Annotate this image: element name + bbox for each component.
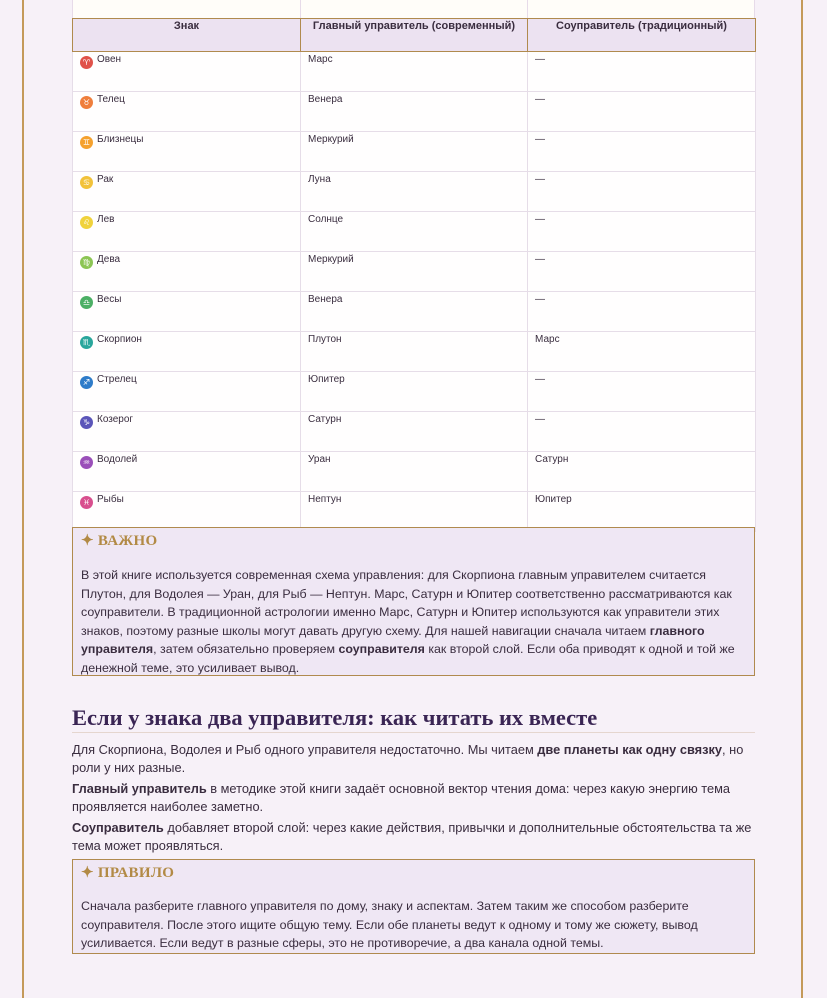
important-title: ✦ ВАЖНО bbox=[81, 533, 158, 549]
sign-rulers-table bbox=[72, 18, 756, 532]
zodiac-sign-icon: ♋ bbox=[80, 176, 93, 189]
sign-cell bbox=[73, 52, 301, 92]
main-ruler-cell: Меркурий bbox=[301, 132, 528, 172]
main-ruler-cell: Марс bbox=[301, 52, 528, 92]
sign-name: Козерог bbox=[97, 414, 134, 425]
important-callout bbox=[72, 527, 755, 676]
coruler-cell: Юпитер bbox=[528, 492, 756, 532]
table-body bbox=[73, 52, 756, 532]
main-ruler-cell: Юпитер bbox=[301, 372, 528, 412]
coruler-cell: — bbox=[528, 412, 756, 452]
rule-callout bbox=[72, 859, 755, 954]
sign-name: Весы bbox=[97, 294, 122, 305]
coruler-cell: — bbox=[528, 372, 756, 412]
sign-name: Дева bbox=[97, 254, 121, 265]
emphasis-text: главного управителя bbox=[81, 623, 705, 656]
table-row bbox=[73, 92, 756, 132]
table-row bbox=[73, 252, 756, 292]
table-row bbox=[73, 492, 756, 532]
table-row bbox=[73, 212, 756, 252]
zodiac-sign-icon: ♑ bbox=[80, 416, 93, 429]
important-body: В этой книге используется современная схема управления: для Скорпиона главным управителем считается Плутон, для Водолея — Уран, для Рыб — Нептун. Марс, Сатурн и Юпитер соответственно рассматриваются как соуправители. В традиционной астрологии именно Марс, Сатурн и Юпитер используются как управители этих знаков, поэтому разные школы могут давать другую схему. Для нашей навигации сначала читаем главного управителя, затем обязательно проверяем соуправителя как второй слой. Если оба приводят к одной и той же денежной теме, это усиливает вывод. bbox=[81, 568, 735, 675]
sign-name: Стрелец bbox=[97, 374, 137, 385]
table-row bbox=[73, 172, 756, 212]
coruler-cell: — bbox=[528, 292, 756, 332]
paragraph-coruler: Соуправитель добавляет второй слой: через какие действия, привычки и дополнительные обстоятельства та же тема может проявляться. bbox=[72, 820, 752, 853]
coruler-cell: Сатурн bbox=[528, 452, 756, 492]
coruler-cell: — bbox=[528, 92, 756, 132]
sign-cell bbox=[73, 372, 301, 412]
main-ruler-cell: Солнце bbox=[301, 212, 528, 252]
sign-cell bbox=[73, 292, 301, 332]
sign-cell bbox=[73, 172, 301, 212]
sign-name: Рыбы bbox=[97, 494, 124, 505]
sign-name: Овен bbox=[97, 54, 122, 65]
header-coruler: Соуправитель (традиционный) bbox=[528, 19, 756, 52]
main-ruler-cell: Венера bbox=[301, 92, 528, 132]
zodiac-sign-icon: ♌ bbox=[80, 216, 93, 229]
table-row bbox=[73, 132, 756, 172]
emphasis-text: Главный управитель bbox=[72, 781, 207, 796]
sign-cell bbox=[73, 92, 301, 132]
header-main-ruler: Главный управитель (современный) bbox=[301, 19, 528, 52]
sign-cell bbox=[73, 212, 301, 252]
sign-name: Водолей bbox=[97, 454, 138, 465]
previous-table-fragment bbox=[72, 0, 755, 18]
zodiac-sign-icon: ♎ bbox=[80, 296, 93, 309]
section-heading: Если у знака два управителя: как читать их вместе bbox=[72, 705, 755, 733]
zodiac-sign-icon: ♉ bbox=[80, 96, 93, 109]
sign-cell bbox=[73, 412, 301, 452]
coruler-cell: — bbox=[528, 172, 756, 212]
sign-name: Рак bbox=[97, 174, 114, 185]
main-ruler-cell: Нептун bbox=[301, 492, 528, 532]
coruler-cell: — bbox=[528, 52, 756, 92]
sign-name: Близнецы bbox=[97, 134, 144, 145]
table-row bbox=[73, 452, 756, 492]
zodiac-sign-icon: ♏ bbox=[80, 336, 93, 349]
sign-name: Скорпион bbox=[97, 334, 142, 345]
emphasis-text: соуправителя bbox=[338, 642, 425, 656]
coruler-cell: Марс bbox=[528, 332, 756, 372]
paragraph-two-planets: Для Скорпиона, Водолея и Рыб одного управителя недостаточно. Мы читаем две планеты как одну связку, но роли у них разные. bbox=[72, 742, 744, 775]
sign-cell bbox=[73, 132, 301, 172]
coruler-cell: — bbox=[528, 132, 756, 172]
table-row bbox=[73, 372, 756, 412]
emphasis-text: Соуправитель bbox=[72, 820, 164, 835]
sign-cell bbox=[73, 332, 301, 372]
table-row bbox=[73, 292, 756, 332]
header-sign: Знак bbox=[73, 19, 301, 52]
sign-cell bbox=[73, 492, 301, 532]
main-ruler-cell: Венера bbox=[301, 292, 528, 332]
table-row bbox=[73, 412, 756, 452]
main-ruler-cell: Плутон bbox=[301, 332, 528, 372]
sign-name: Лев bbox=[97, 214, 115, 225]
zodiac-sign-icon: ♓ bbox=[80, 496, 93, 509]
rule-title: ✦ ПРАВИЛО bbox=[81, 865, 175, 881]
table-row bbox=[73, 332, 756, 372]
zodiac-sign-icon: ♐ bbox=[80, 376, 93, 389]
zodiac-sign-icon: ♍ bbox=[80, 256, 93, 269]
main-ruler-cell: Меркурий bbox=[301, 252, 528, 292]
rule-body: Сначала разберите главного управителя по дому, знаку и аспектам. Затем таким же способом разберите соуправителя. После этого ищите общую тему. Если обе планеты ведут к одному и тому же сюжету, вывод усиливается. Если ведут в разные сферы, это не противоречие, а два канала одной темы. bbox=[81, 899, 698, 950]
zodiac-sign-icon: ♈ bbox=[80, 56, 93, 69]
coruler-cell: — bbox=[528, 212, 756, 252]
sign-cell bbox=[73, 252, 301, 292]
main-ruler-cell: Сатурн bbox=[301, 412, 528, 452]
sign-name: Телец bbox=[97, 94, 125, 105]
zodiac-sign-icon: ♒ bbox=[80, 456, 93, 469]
emphasis-text: две планеты как одну связку bbox=[537, 742, 723, 757]
coruler-cell: — bbox=[528, 252, 756, 292]
zodiac-sign-icon: ♊ bbox=[80, 136, 93, 149]
sign-cell bbox=[73, 452, 301, 492]
main-ruler-cell: Уран bbox=[301, 452, 528, 492]
table-row bbox=[73, 52, 756, 92]
table-header-row bbox=[73, 19, 756, 52]
main-ruler-cell: Луна bbox=[301, 172, 528, 212]
paragraph-main-ruler: Главный управитель в методике этой книги задаёт основной вектор чтения дома: через какую энергию тема проявляется наиболее заметно. bbox=[72, 781, 730, 814]
